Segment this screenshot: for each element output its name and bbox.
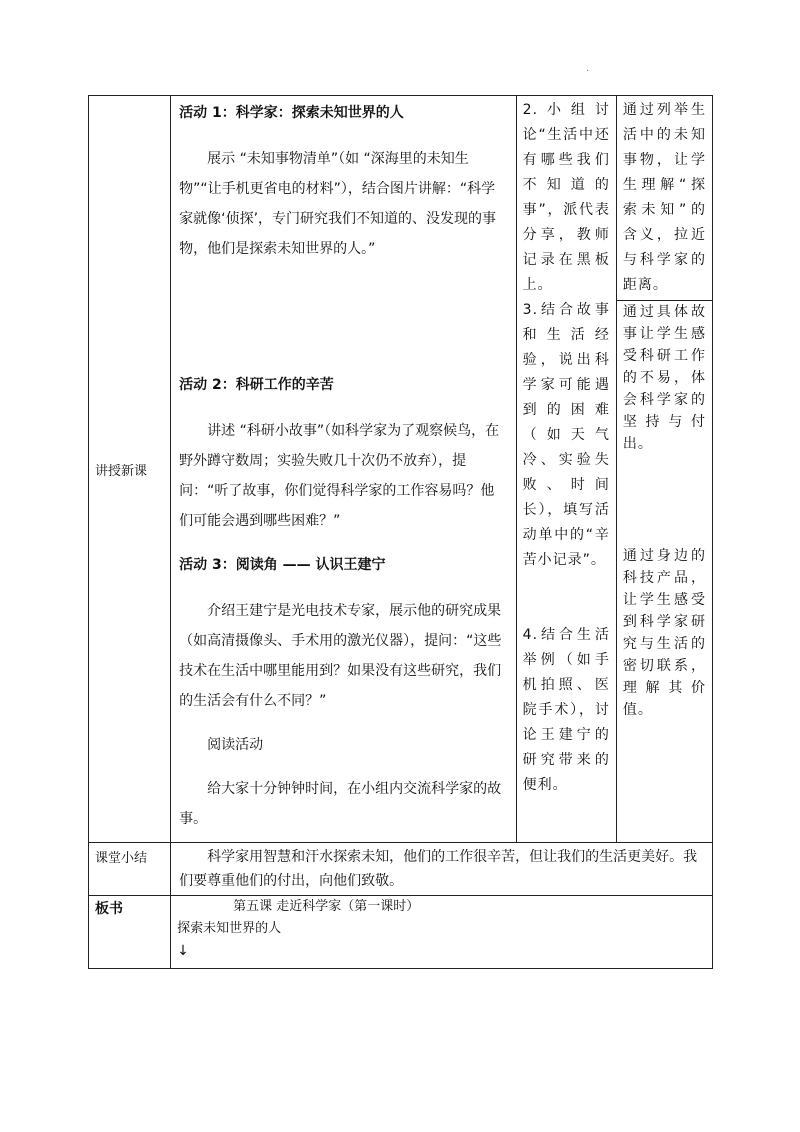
activity-2-heading: 活动 2：科研工作的辛苦 — [179, 377, 334, 393]
activity-3-heading: 活动 3：阅读角 —— 认识王建宁 — [179, 557, 386, 573]
board-arrow: ↓ — [177, 943, 189, 959]
teaching-label: 讲授新课 — [89, 96, 171, 843]
student-activity-column — [516, 96, 616, 843]
activity-3-discussion: 给大家十分钟钟时间，在小组内交流科学家的故事。 — [179, 781, 502, 827]
summary-label: 课堂小结 — [89, 843, 171, 896]
design-intent-2: 通过具体故事让学生感受科研工作的不易，体会科学家的坚持与付出。 — [617, 300, 712, 455]
activity-3-text: 介绍王建宁是光电技术专家，展示他的研究成果（如高清摄像头、手术用的激光仪器），提问：“这些技术在生活中哪里能用到？如果没有这些研究，我们的生活会有什么不同？” — [179, 603, 502, 709]
board-row — [89, 896, 713, 969]
design-intent-3: 通过身边的科技产品，让学生感受到科学家研究与生活的密切联系，理解其价值。 — [622, 548, 706, 718]
teaching-row — [89, 96, 713, 843]
design-intent-column — [616, 96, 712, 843]
student-activity-3: 3.结合故事和生活经验，说出科学家可能遇到的困难（如天气冷、实验失败、时间长），填写活动单中的“辛苦小记录”。 — [522, 302, 610, 568]
activity-1-text: 展示 “未知事物清单”（如 “深海里的未知生物”“让手机更省电的材料”），结合图片讲解：“科学家就像‘侦探’，专门研究我们不知道的、没发现的事物，他们是探索未知世界的人。” — [179, 151, 497, 257]
board-title: 第五课 走近科学家（第一课时） — [233, 899, 420, 914]
lesson-plan-table — [88, 95, 713, 969]
activity-3-reading: 阅读活动 — [207, 737, 264, 753]
summary-row — [89, 843, 713, 896]
board-label: 板书 — [89, 896, 171, 969]
page-dot: · — [586, 66, 590, 77]
student-activity-4: 4.结合生活举例（如手机拍照、医院手术），讨论王建宁的研究带来的便利。 — [522, 627, 610, 793]
teaching-content — [171, 96, 517, 843]
board-content — [171, 896, 713, 969]
board-line-1: 探索未知世界的人 — [177, 921, 282, 936]
activity-1-heading: 活动 1：科学家：探索未知世界的人 — [179, 105, 404, 121]
student-activity-2: 2.小组讨论“生活中还有哪些我们不知道的事”，派代表分享，教师记录在黑板上。 — [522, 102, 610, 293]
activity-2-text: 讲述 “科研小故事”（如科学家为了观察候鸟，在野外蹲守数周；实验失败几十次仍不放弃），提问：“听了故事，你们觉得科学家的工作容易吗？他们可能会遇到哪些困难？” — [179, 423, 500, 529]
design-intent-1: 通过列举生活中的未知事物，让学生理解“探索未知”的含义，拉近与科学家的距离。 — [622, 102, 706, 293]
summary-text: 科学家用智慧和汗水探索未知，他们的工作很辛苦，但让我们的生活更美好。我们要尊重他们的付出，向他们致敬。 — [171, 843, 713, 896]
